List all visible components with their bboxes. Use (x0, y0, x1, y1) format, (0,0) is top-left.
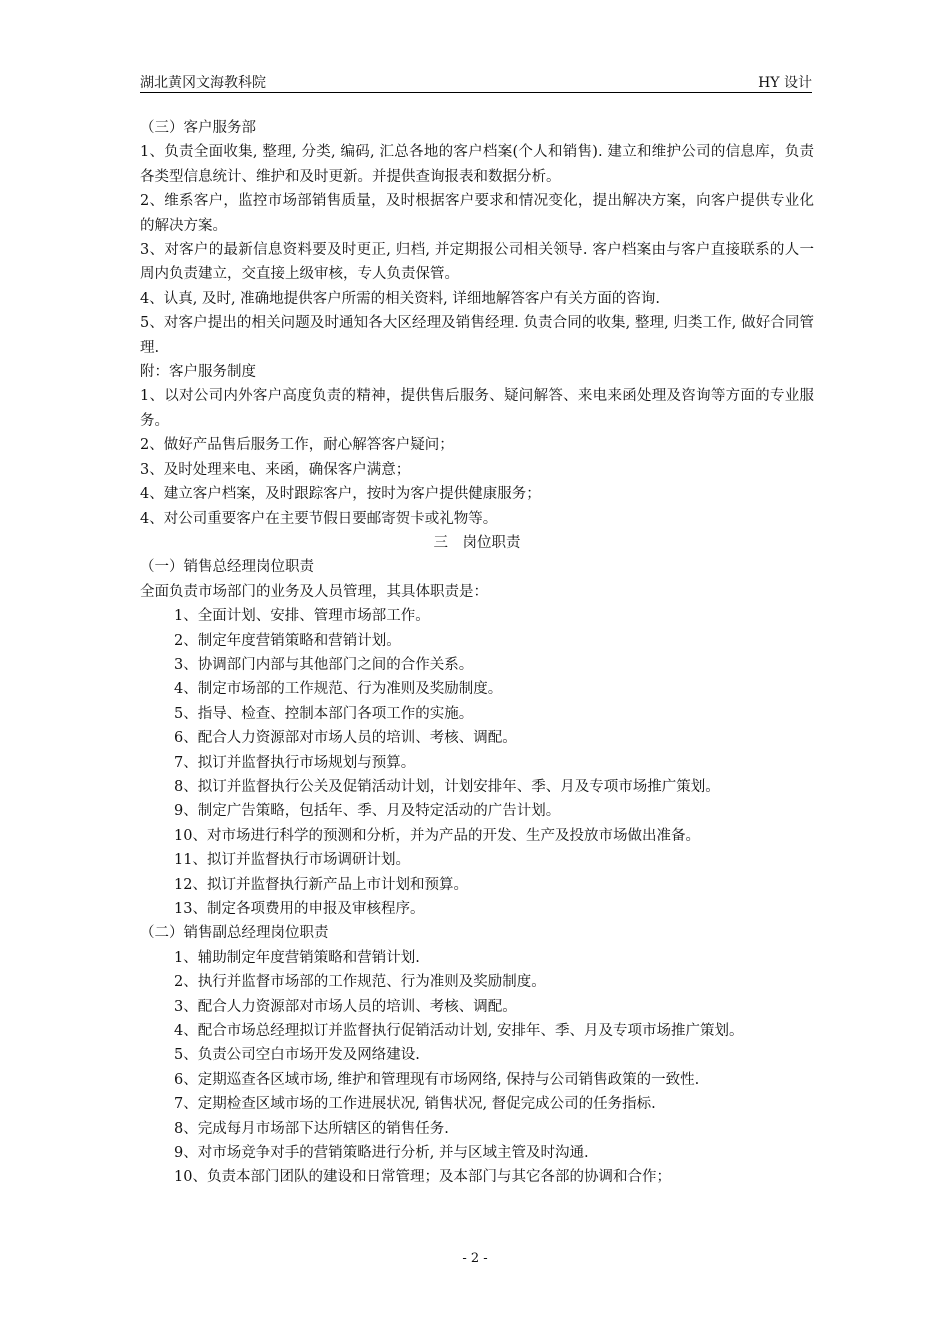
list-item: 10、负责本部门团队的建设和日常管理；及本部门与其它各部的协调和合作； (174, 1169, 671, 1186)
list-item: 7、拟订并监督执行市场规划与预算。 (174, 754, 416, 771)
list-item: 9、制定广告策略，包括年、季、月及特定活动的广告计划。 (174, 803, 561, 820)
list-item: 10、对市场进行科学的预测和分析，并为产品的开发、生产及投放市场做出准备。 (174, 827, 700, 844)
list-item: 2、做好产品售后服务工作，耐心解答客户疑问； (140, 437, 454, 454)
list-item: 4、建立客户档案，及时跟踪客户，按时为客户提供健康服务； (140, 486, 541, 503)
chapter-heading: 三 岗位职责 (433, 534, 521, 551)
document-body (140, 116, 814, 1190)
list-item: 6、配合人力资源部对市场人员的培训、考核、调配。 (174, 730, 517, 747)
section-title: 附：客户服务制度 (140, 364, 256, 381)
list-item: 5、对客户提出的相关问题及时通知各大区经理及销售经理. 负责合同的收集, 整理, 归类工作, 做好合同管理. (140, 315, 814, 356)
list-item: 4、制定市场部的工作规范、行为准则及奖励制度。 (174, 681, 503, 698)
list-item: 9、对市场竞争对手的营销策略进行分析, 并与区域主管及时沟通. (174, 1145, 589, 1162)
list-item: 3、对客户的最新信息资料要及时更正, 归档, 并定期报公司相关领导. 客户档案由与客户直接联系的人一周内负责建立，交直接上级审核，专人负责保管。 (140, 242, 814, 283)
page-header (140, 70, 812, 93)
header-brand: HY 设计 (758, 75, 812, 91)
list-item: 8、拟订并监督执行公关及促销活动计划，计划安排年、季、月及专项市场推广策划。 (174, 778, 720, 795)
list-item: 5、负责公司空白市场开发及网络建设. (174, 1047, 420, 1064)
list-item: 1、辅助制定年度营销策略和营销计划. (174, 949, 420, 966)
section-title: （二）销售副总经理岗位职责 (140, 925, 329, 942)
list-item: 3、配合人力资源部对市场人员的培训、考核、调配。 (174, 998, 517, 1015)
list-item: 2、制定年度营销策略和营销计划。 (174, 632, 401, 649)
section-title: （三）客户服务部 (140, 120, 256, 136)
list-item: 4、配合市场总经理拟订并监督执行促销活动计划, 安排年、季、月及专项市场推广策划。 (174, 1023, 744, 1040)
list-item: 12、拟订并监督执行新产品上市计划和预算。 (174, 876, 468, 893)
list-item: 8、完成每月市场部下达所辖区的销售任务. (174, 1120, 449, 1137)
section-intro: 全面负责市场部门的业务及人员管理，其具体职责是： (140, 583, 488, 600)
list-item: 2、维系客户，监控市场部销售质量，及时根据客户要求和情况变化，提出解决方案，向客户提供专业化的解决方案。 (140, 193, 814, 234)
list-item: 11、拟订并监督执行市场调研计划。 (174, 852, 410, 869)
header-institution: 湖北黄冈文海教科院 (140, 75, 266, 91)
list-item: 3、及时处理来电、来函，确保客户满意； (140, 461, 411, 478)
section-title: （一）销售总经理岗位职责 (140, 559, 314, 576)
page-number: - 2 - (462, 1251, 488, 1266)
list-item: 5、指导、检查、控制本部门各项工作的实施。 (174, 705, 474, 722)
list-item: 3、协调部门内部与其他部门之间的合作关系。 (174, 656, 474, 673)
list-item: 6、定期巡查各区域市场, 维护和管理现有市场网络, 保持与公司销售政策的一致性. (174, 1071, 700, 1088)
list-item: 1、以对公司内外客户高度负责的精神，提供售后服务、疑问解答、来电来函处理及咨询等方面的专业服务。 (140, 388, 814, 429)
list-item: 2、执行并监督市场部的工作规范、行为准则及奖励制度。 (174, 974, 546, 991)
list-item: 1、负责全面收集, 整理, 分类, 编码, 汇总各地的客户档案(个人和销售). 建立和维护公司的信息库，负责各类型信息统计、维护和及时更新。并提供查询报表和数据分析。 (140, 144, 814, 185)
list-item: 13、制定各项费用的申报及审核程序。 (174, 901, 425, 917)
list-item: 1、全面计划、安排、管理市场部工作。 (174, 608, 430, 625)
list-item: 7、定期检查区域市场的工作进展状况, 销售状况, 督促完成公司的任务指标. (174, 1096, 656, 1113)
list-item: 4、对公司重要客户在主要节假日要邮寄贺卡或礼物等。 (140, 510, 498, 527)
list-item: 4、认真, 及时, 准确地提供客户所需的相关资料, 详细地解答客户有关方面的咨询. (140, 290, 660, 307)
